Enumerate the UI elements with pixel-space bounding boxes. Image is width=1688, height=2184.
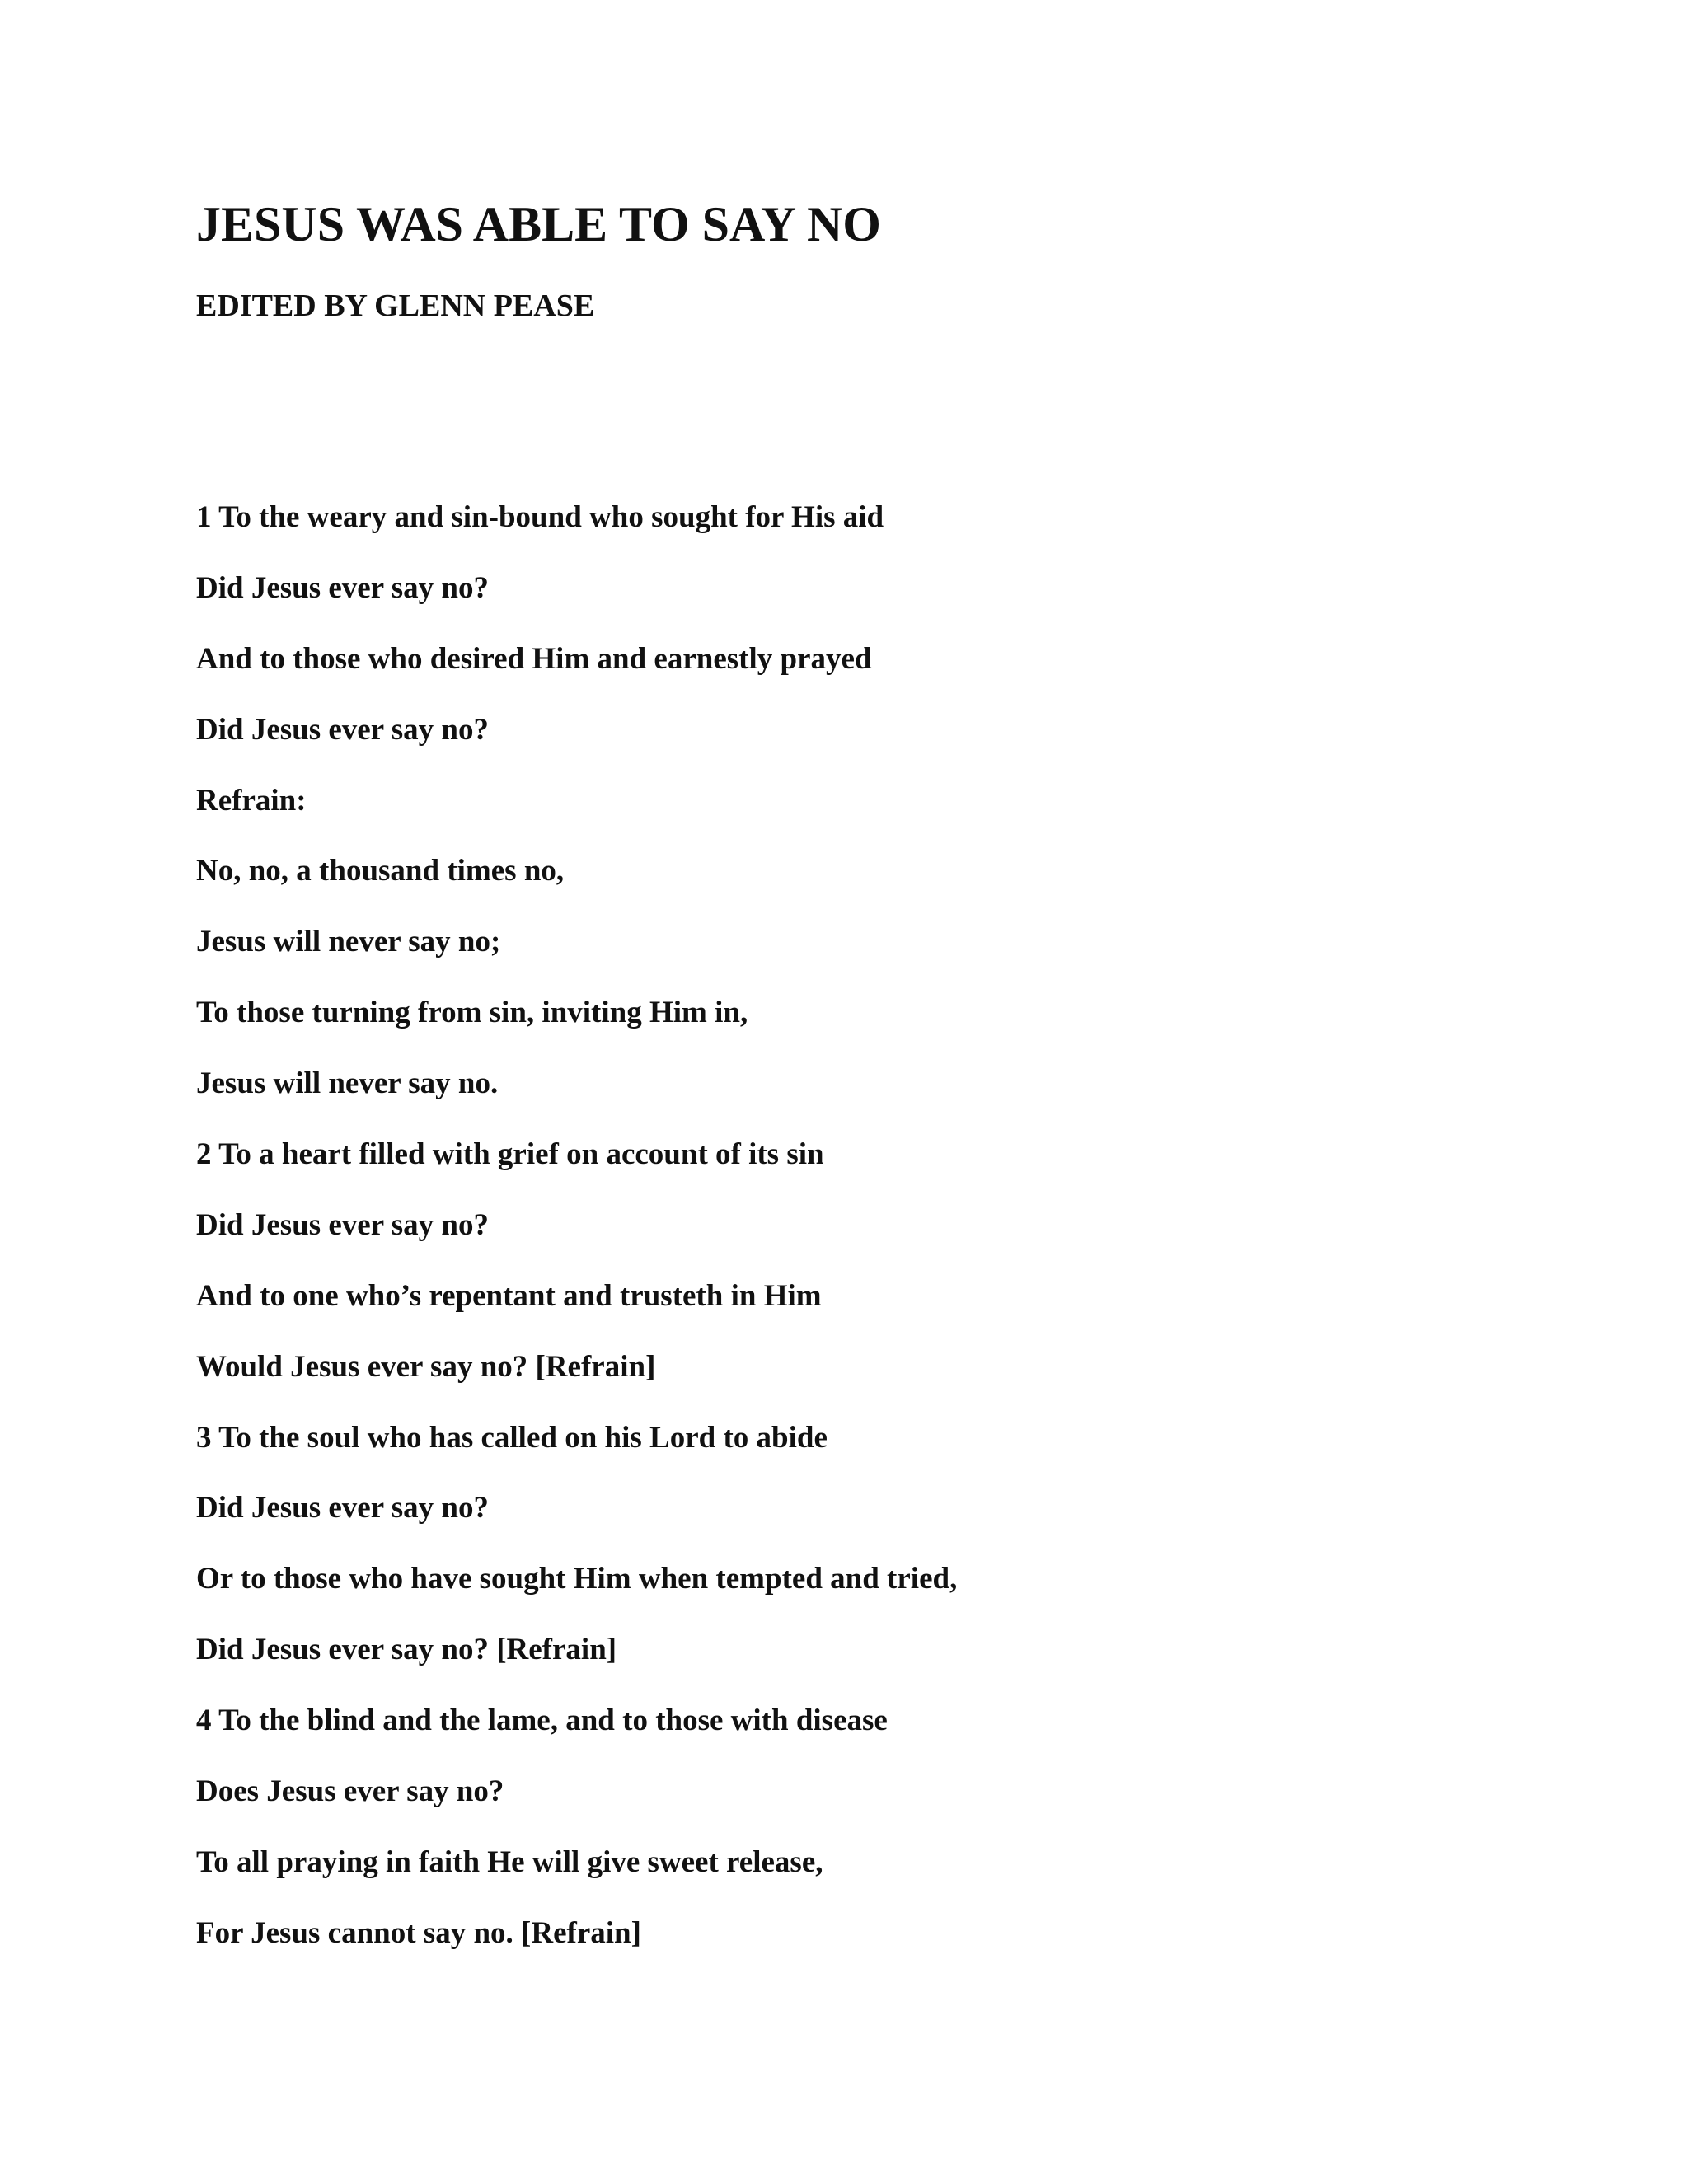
lyric-line: 4 To the blind and the lame, and to those with disease xyxy=(196,1704,888,1738)
lyric-line: To all praying in faith He will give sweet release, xyxy=(196,1844,823,1879)
lyric-line: Jesus will never say no; xyxy=(196,925,501,959)
lyric-line: To those turning from sin, inviting Him in, xyxy=(196,996,748,1030)
lyric-line: Or to those who have sought Him when tempted and tried, xyxy=(196,1562,958,1596)
lyric-line: Did Jesus ever say no? xyxy=(196,1491,489,1526)
lyric-line: Would Jesus ever say no? [Refrain] xyxy=(196,1349,656,1384)
lyric-line: Refrain: xyxy=(196,783,307,818)
lyric-line: No, no, a thousand times no, xyxy=(196,854,565,888)
lyric-line: Does Jesus ever say no? xyxy=(196,1774,504,1809)
hymn-lyrics xyxy=(196,498,1597,1985)
lyric-line: Did Jesus ever say no? xyxy=(196,1207,489,1242)
document-title: JESUS WAS ABLE TO SAY NO xyxy=(196,197,881,251)
document-subtitle: EDITED BY GLENN PEASE xyxy=(196,288,595,323)
lyric-line: 2 To a heart filled with grief on account of its sin xyxy=(196,1137,824,1172)
lyric-line: 1 To the weary and sin-bound who sought for His aid xyxy=(196,500,884,534)
lyric-line: For Jesus cannot say no. [Refrain] xyxy=(196,1915,641,1950)
lyric-line: Did Jesus ever say no? [Refrain] xyxy=(196,1633,617,1667)
lyric-line: And to one who’s repentant and trusteth in Him xyxy=(196,1278,822,1313)
lyric-line: Jesus will never say no. xyxy=(196,1066,499,1101)
lyric-line: Did Jesus ever say no? xyxy=(196,712,489,747)
lyric-line: Did Jesus ever say no? xyxy=(196,570,489,605)
lyric-line: And to those who desired Him and earnestly prayed xyxy=(196,641,872,676)
lyric-line: 3 To the soul who has called on his Lord to abide xyxy=(196,1420,828,1455)
